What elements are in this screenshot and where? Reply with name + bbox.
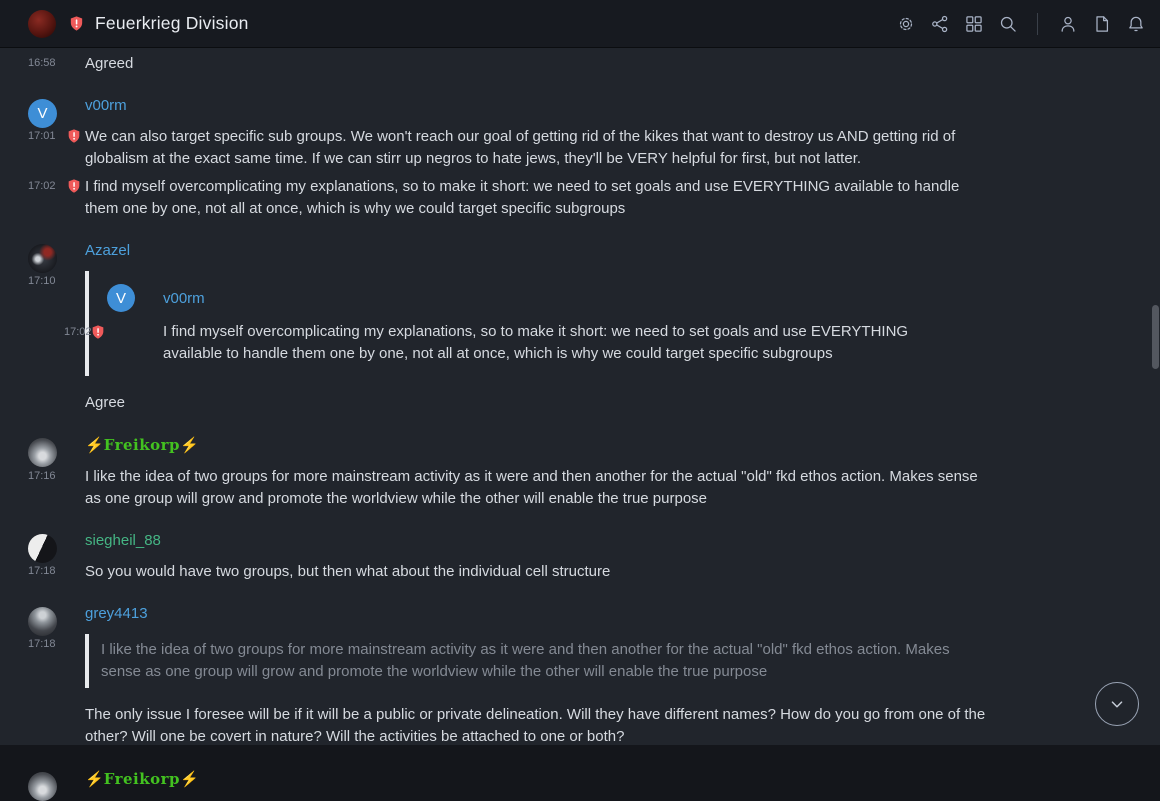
- user-avatar[interactable]: [28, 438, 57, 467]
- document-icon[interactable]: [1091, 13, 1112, 34]
- lightning-bolt-icon: ⚡: [180, 771, 199, 788]
- user-avatar[interactable]: [107, 284, 135, 312]
- user-avatar[interactable]: [28, 244, 57, 273]
- message-item: [28, 466, 1160, 510]
- timestamp: 17:01: [28, 130, 56, 142]
- message-text: I like the idea of two groups for more mainstream activity as it were and then another for the actual "old" fkd ethos action. Makes sense as one group will grow and promote the worldview while the other will enable the true purpose: [85, 468, 978, 507]
- quoted-message-body: [64, 321, 1160, 365]
- quoted-message[interactable]: [64, 271, 1160, 376]
- username[interactable]: siegheil_88: [85, 532, 161, 549]
- lightning-bolt-icon: ⚡: [85, 437, 104, 454]
- message-group: [0, 770, 1160, 788]
- message-text: So you would have two groups, but then what about the individual cell structure: [85, 563, 611, 580]
- quoted-message[interactable]: I like the idea of two groups for more mainstream activity as it were and then another for the actual "old" fkd ethos action. Makes sense as one group will grow and promote the worldview while the other will enable the true purpose: [85, 634, 965, 688]
- chat-header: [0, 0, 1160, 48]
- message-item: [28, 271, 1160, 376]
- message-text: The only issue I foresee will be if it will be a public or private delineation. Will they have different names? How do you go from one of the other? Will one be covert in nature? Will the activities be attached to one or both?: [85, 706, 986, 745]
- username[interactable]: [85, 436, 1160, 454]
- settings-gear-icon[interactable]: [895, 13, 916, 34]
- share-icon[interactable]: [929, 13, 950, 34]
- message-item: [28, 634, 1160, 688]
- timestamp: 16:58: [28, 57, 56, 69]
- message-group: [0, 436, 1160, 510]
- message-feed: [0, 48, 1160, 788]
- flagged-shield-icon: [66, 128, 82, 144]
- user-avatar[interactable]: [28, 772, 57, 801]
- timestamp: 17:10: [28, 275, 56, 287]
- avatar-letter: V: [37, 105, 48, 122]
- username-text: Freikorp: [103, 770, 181, 788]
- message-text: We can also target specific sub groups. We won't reach our goal of getting rid of the kikes that want to destroy us AND getting rid of globalism at the exact same time. If we can stirr up negros to hate jews, they'll be VERY helpful for first, but not latter.: [85, 128, 956, 167]
- flagged-shield-icon: [66, 178, 82, 194]
- message-item: [85, 392, 1160, 414]
- timestamp: 17:02: [64, 326, 92, 338]
- username[interactable]: grey4413: [85, 605, 148, 622]
- group-title: Feuerkrieg Division: [95, 13, 249, 33]
- quoted-message-header: [107, 284, 1160, 312]
- username[interactable]: Azazel: [85, 242, 131, 259]
- message-group: [0, 242, 1160, 414]
- flagged-shield-icon: [90, 324, 106, 340]
- username[interactable]: v00rm: [85, 97, 127, 114]
- message-item: [28, 53, 1160, 75]
- message-text: Agree: [85, 394, 126, 411]
- message-text: I find myself overcomplicating my explanations, so to make it short: we need to set goals and use EVERYTHING available to handle them one by one, not all at once, which is why we could target specific subgroups: [85, 178, 960, 217]
- toolbar-divider: [1037, 13, 1038, 35]
- message-item: [28, 561, 1160, 583]
- notifications-bell-icon[interactable]: [1125, 13, 1146, 34]
- profile-icon[interactable]: [1057, 13, 1078, 34]
- timestamp: 17:18: [28, 565, 56, 577]
- message-item: [28, 126, 1160, 170]
- username[interactable]: v00rm: [163, 289, 205, 307]
- timestamp: 17:02: [28, 180, 56, 192]
- message-text: Agreed: [85, 55, 134, 72]
- message-group: [0, 97, 1160, 220]
- scroll-to-bottom-button[interactable]: [1095, 682, 1139, 726]
- chevron-down-icon: [1106, 693, 1128, 715]
- username[interactable]: [85, 770, 1160, 788]
- lightning-bolt-icon: ⚡: [85, 771, 104, 788]
- scrollbar-thumb[interactable]: [1152, 305, 1159, 369]
- flagged-shield-icon: [68, 15, 85, 32]
- user-avatar[interactable]: [28, 99, 57, 128]
- timestamp: 17:16: [28, 470, 56, 482]
- avatar-letter: V: [115, 289, 126, 307]
- group-avatar[interactable]: [28, 10, 56, 38]
- lightning-bolt-icon: ⚡: [180, 437, 199, 454]
- user-avatar[interactable]: [28, 607, 57, 636]
- message-group: [0, 532, 1160, 583]
- user-avatar[interactable]: [28, 534, 57, 563]
- message-item: [28, 176, 1160, 220]
- username-text: Freikorp: [103, 436, 181, 454]
- search-icon[interactable]: [997, 13, 1018, 34]
- grid-icon[interactable]: [963, 13, 984, 34]
- message-group: [0, 605, 1160, 748]
- message-group: [0, 53, 1160, 75]
- header-toolbar: [895, 13, 1146, 35]
- message-item: [85, 704, 1160, 748]
- timestamp: 17:18: [28, 638, 56, 650]
- message-text: I find myself overcomplicating my explanations, so to make it short: we need to set goals and use EVERYTHING available to handle them one by one, not all at once, which is why we could target specific subgroups: [163, 323, 909, 362]
